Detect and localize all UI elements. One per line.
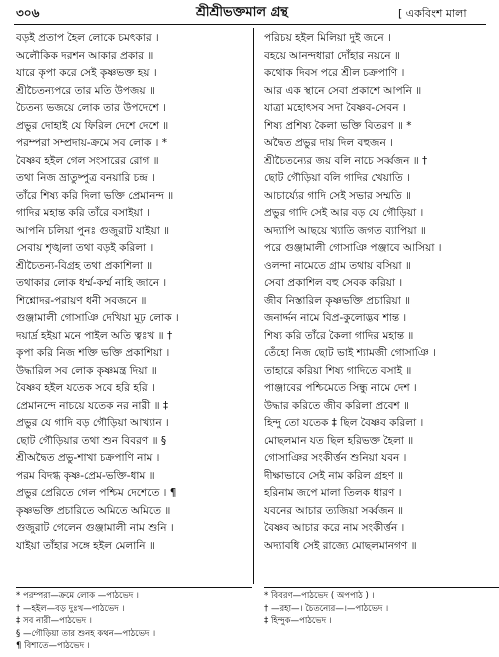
verse-line: তাঁরে শিষ্য করি দিলা ভক্তি প্রেমানন্দ ॥ xyxy=(16,189,174,202)
verse-line: ছোট গৌড়িয়া বলি গাদির খেয়াতি । xyxy=(264,172,410,184)
verse-line: জীব নিস্তারিল কৃষ্ণভক্তি প্রচারিয়া ॥ xyxy=(264,294,411,307)
footnote: * বিবরণ—পাঠভেদ ( অপপাঠ ) । xyxy=(264,591,375,601)
verse-line: পাঞ্জাবের পশ্চিমেতে সিন্ধু নামে দেশ । xyxy=(264,382,417,394)
right-column xyxy=(264,30,499,555)
page-title: শ্রীশ্রীভক্তমাল গ্রন্থ xyxy=(196,5,288,20)
verse-line: অদ্যাপি আছয়ে খ্যাতি জগত ব্যাপিয়া ॥ xyxy=(264,224,426,237)
verse-line: অদ্যাবধি সেই রাজ্যে মোছলমানগণ ॥ xyxy=(264,539,417,552)
verse-line: পরিচয় হইল মিলিয়া দুই জনে । xyxy=(264,32,391,44)
verse-line: সেবা প্রকাশিল বহু সেবক করিয়া । xyxy=(264,277,403,289)
verse-line: যবনের আচার ত্যজিয়া সর্ব্বজন ॥ xyxy=(264,504,404,517)
verse-line: বৈষ্ণব হইল যতেক সবে হরি হরি । xyxy=(16,382,155,394)
footnote: † —রহা—। চৈতন্যের—।—পাঠভেদ । xyxy=(264,603,389,614)
verse-line: গাদির মহান্ত করি তাঁরে বসাইয়া । xyxy=(16,207,150,219)
footnote-divider-right xyxy=(264,587,499,588)
verse-line: আপনি চলিয়া পুনঃ গুজুরাট যাইয়া ॥ xyxy=(16,224,170,237)
verse-line: কৃপা করি নিজ শক্তি ভক্তি প্রকাশিয়া । xyxy=(16,347,170,359)
verse-line: আর এক স্থানে সেবা প্রকাশে আপনি ॥ xyxy=(264,84,422,97)
verse-line: তথা নিজ ভ্রাতুষ্পুত্র বনয়ারি চন্দ্র । xyxy=(16,172,155,184)
footnote: ‡ হিন্দুক—পাঠভেদ । xyxy=(264,616,332,626)
verse-line: উদ্ধারিল সব লোক কৃষ্ণমন্ত্র দিয়া ॥ xyxy=(16,364,157,377)
footnote: ¶ বিশাতে—পাঠভেদ । xyxy=(16,641,90,651)
verse-line: বড়ই প্রতাপ হৈল লোকে চমৎকার । xyxy=(16,32,159,44)
footnote: † —হইল—বড় দুঃখ—পাঠভেদ । xyxy=(16,603,125,614)
footnote: * পরম্পরা—ক্রমে লোক —পাঠভেদ । xyxy=(16,591,139,601)
verse-line: সেবায় শৃঙ্খলা তথা বড়ই করিলা । xyxy=(16,242,154,254)
verse-line: প্রভুর গাদি সেই আর বড় যে গৌড়িয়া । xyxy=(264,207,424,219)
series-label: [ একবিংশ মালা xyxy=(398,7,467,20)
verse-line: যাত্রা মহোৎসব সদা বৈষ্ণব-সেবন । xyxy=(264,102,406,114)
verse-line: অদ্বৈত প্রভুর দায় দিল বহুজন । xyxy=(264,137,393,149)
verse-line: যাইয়া তাঁহার সঙ্গে হইল মেলানি ॥ xyxy=(16,539,155,552)
column-divider xyxy=(253,28,254,584)
verse-line: দীক্ষাভাবে সেই নাম করিল গ্রহণ ॥ xyxy=(264,469,404,482)
verse-line: শ্রীঅদ্বৈত প্রভু-শাখা চক্রপাণি নাম । xyxy=(16,452,160,464)
footnote: § —গৌড়িয়া তার শুনহ কথন—পাঠভেদ । xyxy=(16,628,156,639)
page-number: ৩০৬ xyxy=(16,6,40,20)
page-header xyxy=(0,0,499,24)
verse-line: প্রভুর যে গাদি বড় গৌড়িয়া আখ্যান । xyxy=(16,417,169,429)
verse-line: শ্রীচৈতন্য-বিগ্রহ তথা প্রকাশিলা ॥ xyxy=(16,259,153,272)
verse-line: হরিনাম জপে মালা তিলক ধারণ । xyxy=(264,487,402,499)
verse-line: চৈতন্য ভজয়ে লোক তার উপদেশে । xyxy=(16,102,166,114)
verse-line: শিষ্য প্রশিষ্য কৈলা ভক্তি বিতরণ ॥ * xyxy=(264,119,412,132)
verse-line: তথাকার লোক ধর্ম্ম-কর্ম্ম নাহি জানে । xyxy=(16,277,167,289)
left-column xyxy=(16,30,252,555)
verse-line: বৈষ্ণব আচার করে নাম সংকীর্ত্তন । xyxy=(264,522,405,534)
verse-line: উদ্ধার করিতে জীব করিলা প্রবেশ ॥ xyxy=(264,399,409,412)
verse-line: হিন্দু তো যতেক ‡ ছিল বৈষ্ণব করিলা । xyxy=(264,417,424,429)
footnote-divider-left xyxy=(16,587,252,588)
verse-line: যারে কৃপা করে সেই কৃষ্ণভক্ত হয় । xyxy=(16,67,157,79)
verse-line: কথোক দিবস পরে শ্রীল চক্রপাণি । xyxy=(264,67,405,79)
verse-line: শিশ্নোদর-পরায়ণ ধনী সবজনে ॥ xyxy=(16,294,147,307)
verse-line: প্রভুর দোহাই যে ফিরিল দেশে দেশে ॥ xyxy=(16,119,169,132)
verse-line: বৈষ্ণব হইল গেল সংসারের রোগ ॥ xyxy=(16,154,159,167)
footnote: ‡ সব নারী—পাঠভেদ । xyxy=(16,616,92,626)
verse-line: গোসাঞির সংকীর্ত্তন শুনিয়া যবন । xyxy=(264,452,407,464)
verse-line: ওলন্দা নামেতে গ্রাম তথায় বসিয়া ॥ xyxy=(264,259,411,272)
verse-line: শিষ্য করি তাঁরে কৈলা গাদির মহান্ত ॥ xyxy=(264,329,414,342)
verse-line: প্রেমানন্দে নাচয়ে যতেক নর নারী ॥ ‡ xyxy=(16,399,169,412)
verse-line: প্রভুর প্রেরিতে গেল পশ্চিম দেশেতে । ¶ xyxy=(16,487,177,499)
header-divider xyxy=(14,24,486,25)
verse-line: মোছলমান যত ছিল হরিভক্ত হৈলা ॥ xyxy=(264,434,414,447)
verse-line: দয়ার্দ্র হইয়া মনে পাইল অতি ত্বঃখ ॥ † xyxy=(16,329,173,342)
verse-line: তাহারে করিয়া শিষ্য গাদিতে বসাই ॥ xyxy=(264,364,412,377)
verse-line: গুঞ্জামালী গোসাঞি দেখিয়া মূঢ় লোক । xyxy=(16,312,179,324)
left-footnotes xyxy=(16,590,252,653)
verse-line: তেঁহো নিজ ছোট ভাই শ্যামজী গোসাঞি । xyxy=(264,347,436,359)
verse-line: জনার্দ্দন নামে বিপ্র-কুলোদ্ভব শান্ত । xyxy=(264,312,407,324)
right-footnotes xyxy=(264,590,499,628)
verse-line: ছোট গৌড়িয়ার তথা শুন বিবরণ ॥ § xyxy=(16,434,167,447)
verse-line: শ্রীচৈতন্যপরে তার মতি উপজয় ॥ xyxy=(16,84,155,97)
verse-line: কৃষ্ণভক্তি প্রচারিতে অমিতে অমিতে ॥ xyxy=(16,504,171,517)
verse-line: পরম বিদগ্ধ কৃষ্ণ-প্রেম-ভক্তি-ধাম ॥ xyxy=(16,469,155,482)
verse-line: পরে গুঞ্জামালী গোসাঞি পঞ্জাবে আসিয়া । xyxy=(264,242,442,254)
verse-line: পরম্পরা সম্প্রদায়-ক্রমে সব লোক । * xyxy=(16,137,168,149)
verse-line: শ্রীচৈতন্যের জয় বলি নাচে সর্ব্বজন ॥ † xyxy=(264,154,428,167)
verse-line: আচার্য্যের গাদি সেই সভার সম্মতি ॥ xyxy=(264,189,411,202)
verse-line: বহয়ে আনন্দধারা দোঁহার নয়নে ॥ xyxy=(264,49,400,62)
verse-line: গুজুরাট গেলেন গুঞ্জামালী নাম শুনি । xyxy=(16,522,174,534)
verse-line: অলৌকিক দরশন আকার প্রকার ॥ xyxy=(16,49,154,62)
